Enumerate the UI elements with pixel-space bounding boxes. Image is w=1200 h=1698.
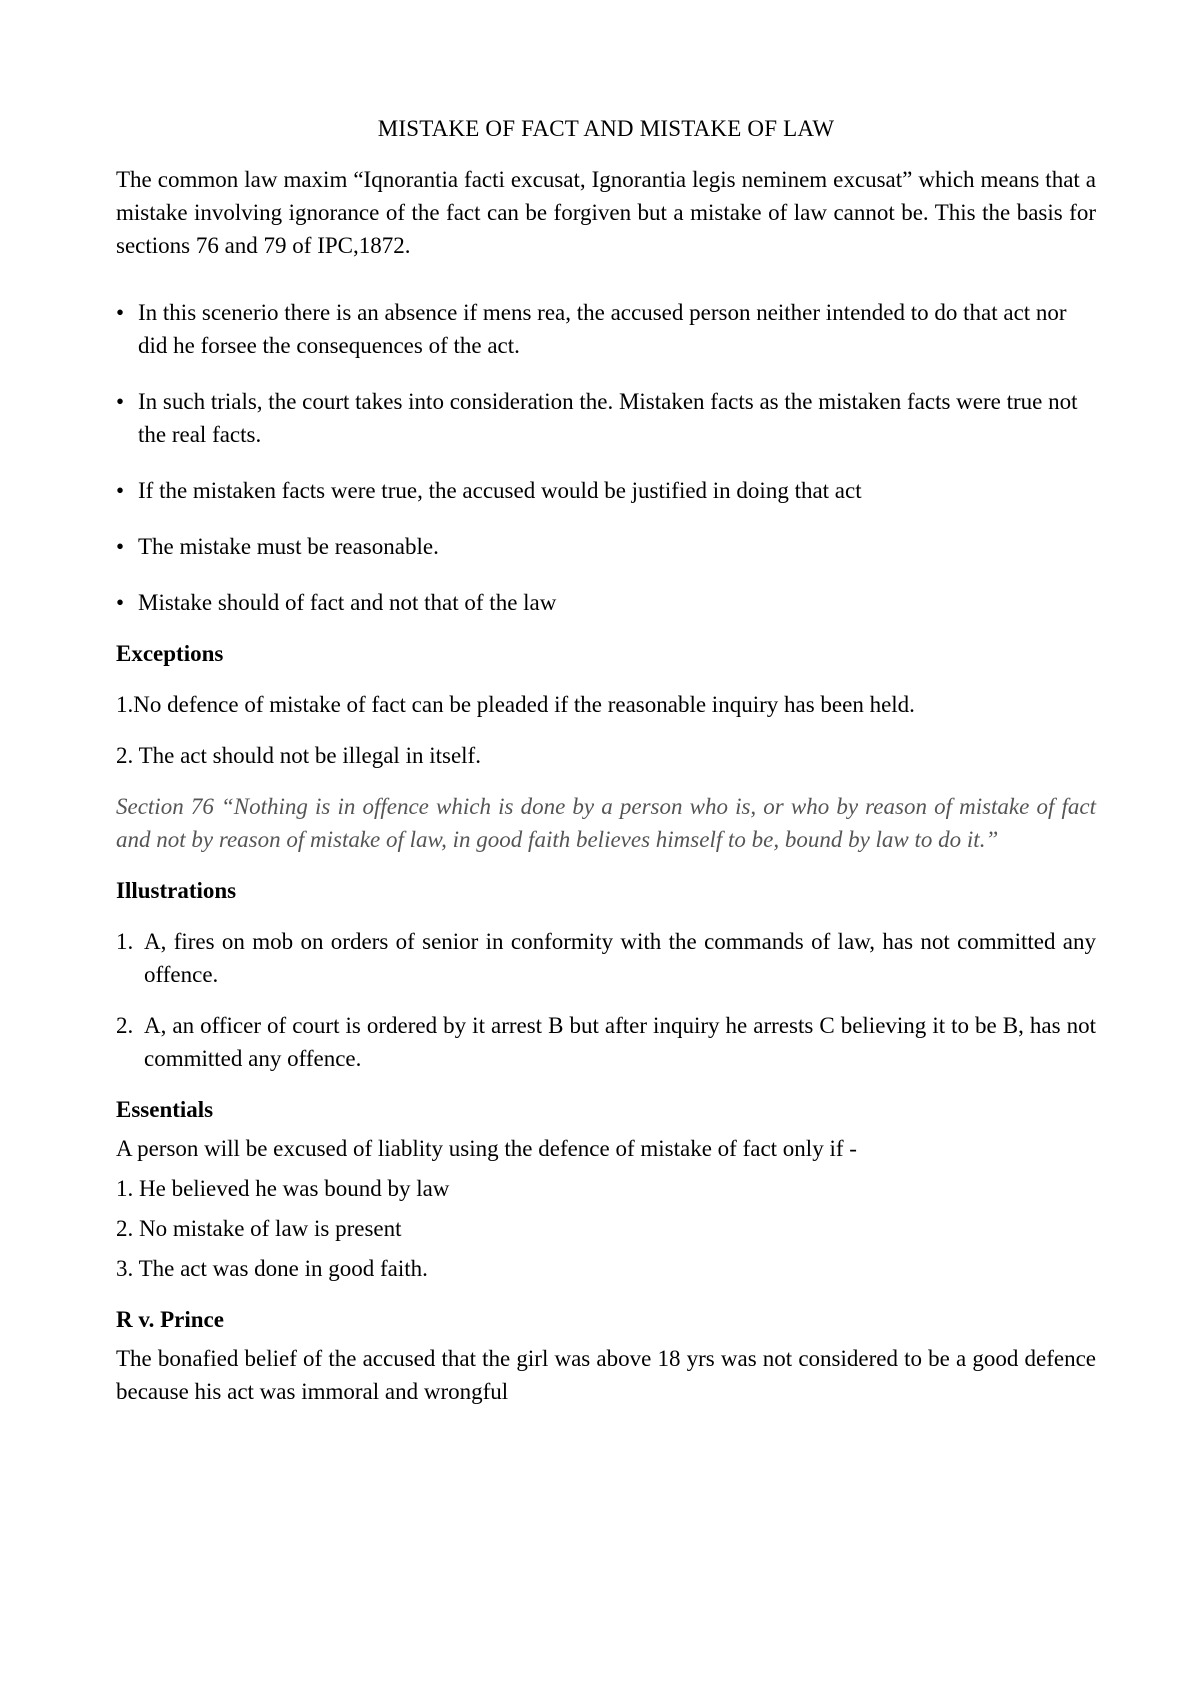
bullet-text: In such trials, the court takes into consideration the. Mistaken facts as the mistaken facts were true not the real facts.: [138, 389, 1078, 447]
essentials-list: [116, 1172, 1096, 1285]
illustrations-heading: Illustrations: [116, 878, 237, 903]
bullet-icon: •: [116, 389, 125, 414]
case-heading: R v. Prince: [116, 1307, 224, 1332]
bullet-item: [116, 586, 1096, 619]
bullet-icon: •: [116, 478, 125, 503]
illustration-text: A, an officer of court is ordered by it arrest B but after inquiry he arrests C believing it to be B, has not committed any offence.: [144, 1013, 1096, 1071]
bullet-text: In this scenerio there is an absence if mens rea, the accused person neither intended to do that act nor did he forsee the consequences of the act.: [138, 300, 1067, 358]
case-text: The bonafied belief of the accused that the girl was above 18 yrs was not considered to be a good defence because his act was immoral and wrongful: [116, 1346, 1096, 1404]
exception-item: 1.No defence of mistake of fact can be pleaded if the reasonable inquiry has been held.: [116, 692, 915, 717]
illustration-text: A, fires on mob on orders of senior in conformity with the commands of law, has not committed any offence.: [144, 929, 1096, 987]
bullet-icon: •: [116, 590, 125, 615]
essentials-item: 2. No mistake of law is present: [116, 1216, 402, 1241]
essentials-lead: A person will be excused of liablity using the defence of mistake of fact only if -: [116, 1136, 857, 1161]
document-title: MISTAKE OF FACT AND MISTAKE OF LAW: [377, 116, 835, 141]
bullet-item: [116, 385, 1096, 451]
bullet-text: The mistake must be reasonable.: [138, 534, 439, 559]
illustration-item: [116, 1009, 1096, 1075]
bullet-text: Mistake should of fact and not that of the law: [138, 590, 557, 615]
essentials-item: 3. The act was done in good faith.: [116, 1256, 428, 1281]
essentials-item: 1. He believed he was bound by law: [116, 1176, 450, 1201]
section-76-quote: Section 76 “Nothing is in offence which is done by a person who is, or who by reason of mistake of fact and not by reason of mistake of law, in good faith believes himself to be, bound by law to do it.”: [116, 794, 1096, 852]
bullet-text: If the mistaken facts were true, the accused would be justified in doing that act: [138, 478, 862, 503]
essentials-heading: Essentials: [116, 1097, 214, 1122]
bullet-list: [116, 296, 1096, 619]
document-page: [116, 112, 1096, 1426]
bullet-item: [116, 474, 1096, 507]
intro-paragraph: The common law maxim “Iqnorantia facti excusat, Ignorantia legis neminem excusat” which means that a mistake involving ignorance of the fact can be forgiven but a mistake of law cannot be. This the basis for sections 76 and 79 of IPC,1872.: [116, 167, 1096, 258]
bullet-icon: •: [116, 534, 125, 559]
illustrations-list: [116, 925, 1096, 1075]
exceptions-heading: Exceptions: [116, 641, 224, 666]
bullet-item: [116, 530, 1096, 563]
illustration-number: 2.: [116, 1013, 134, 1038]
bullet-item: [116, 296, 1096, 362]
exception-item: 2. The act should not be illegal in itself.: [116, 743, 481, 768]
illustration-number: 1.: [116, 929, 134, 954]
bullet-icon: •: [116, 300, 125, 325]
illustration-item: [116, 925, 1096, 991]
